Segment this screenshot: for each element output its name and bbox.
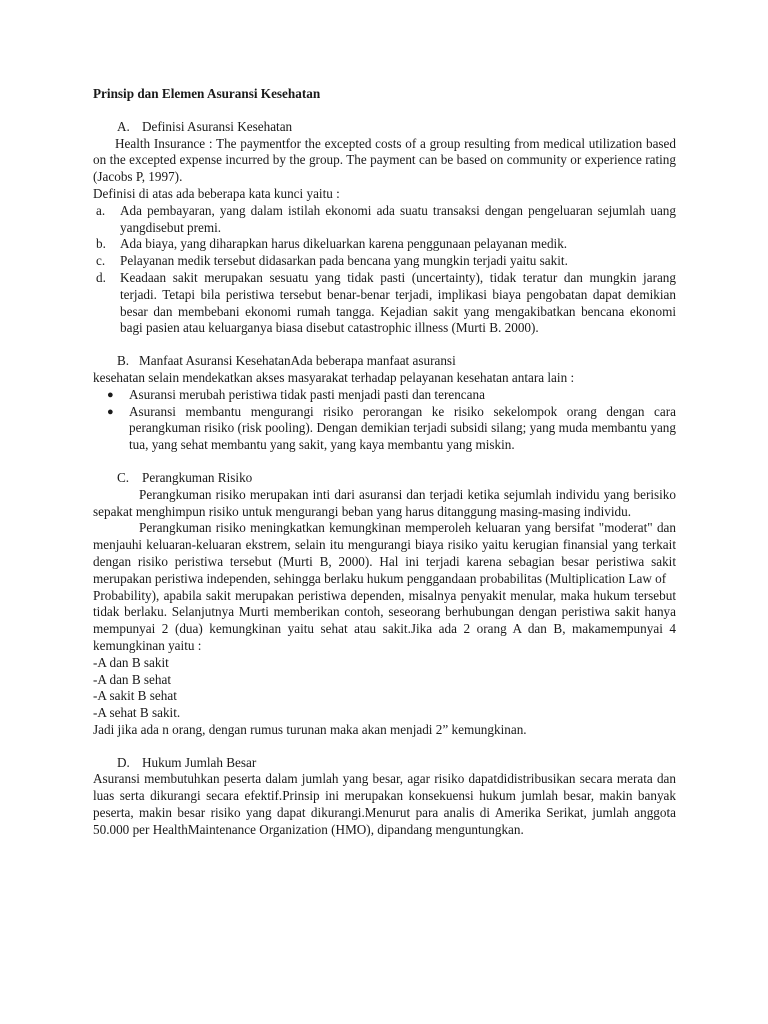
section-a-number: A. [117,118,130,134]
document-title: Prinsip dan Elemen Asuransi Kesehatan [93,86,321,101]
list-item [93,270,676,337]
section-b-bullet-list [93,387,676,454]
section-a [93,119,676,337]
section-c-title: Perangkuman Risiko [142,469,253,485]
list-text: Pelayanan medik tersebut didasarkan pada bencana yang mungkin terjadi yaitu sakit. [120,253,568,269]
bullet-text: Asuransi membantu mengurangi risiko perorangan ke risiko sekelompok orang dengan cara perangkuman risiko (risk pooling). Dengan demikian terjadi subsidi silang; yang muda membantu yang tua, yang sehat membantu yang sakit, yang kaya membantu yang miskin. [129,403,676,453]
section-c-paragraph-1: Perangkuman risiko merupakan inti dari asuransi dan terjadi ketika sejumlah individu yang berisiko sepakat menghimpun risiko untuk mengurangi beban yang harus ditanggung masing-masing individu. [93,486,676,519]
section-d-paragraph-1: Asuransi membutuhkan peserta dalam jumlah yang besar, agar risiko dapatdidistribusikan secara merata dan luas serta dikurangi secara efektif.Prinsip ini merupakan konsekuensi hukum jumlah besar, makin banyak peserta, makin besar risiko yang dapat dikurangi.Menurut para analis di Amerika Serikat, jumlah anggota 50.000 per HealthMaintenance Organization (HMO), dipandang menguntungkan. [93,771,676,837]
section-d-title: Hukum Jumlah Besar [142,754,257,770]
list-marker: c. [96,253,106,269]
list-item [93,253,676,270]
section-a-paragraph-2: Definisi di atas ada beberapa kata kunci yaitu : [93,185,340,201]
section-a-title: Definisi Asuransi Kesehatan [142,118,293,134]
section-a-list [93,203,676,337]
section-d-heading [93,755,676,772]
list-marker: d. [96,269,106,285]
section-c-number: C. [117,469,130,485]
bullet-item [93,387,676,404]
list-text: Keadaan sakit merupakan sesuatu yang tidak pasti (uncertainty), tidak teratur dan mungkin jarang terjadi. Tetapi bila peristiwa tersebut benar-benar terjadi, implikasi biaya pengobatan dapat demikian besar dan membebani ekonomi rumah tangga. Kejadian sakit yang mengakibatkan bencana ekonomi bagi pasien atau keluarganya biasa disebut catastrophic illness (Murti B. 2000). [120,269,676,336]
section-d-number: D. [117,754,130,770]
list-item [93,236,676,253]
bullet-item [93,404,676,454]
section-c-paragraph-4: Jadi jika ada n orang, dengan rumus turunan maka akan menjadi 2” kemungkinan. [93,721,527,737]
section-c-paragraph-2: Perangkuman risiko meningkatkan kemungkinan memperoleh keluaran yang bersifat "moderat" dan menjauhi keluaran-keluaran ekstrem, selain itu mengurangi biaya risiko yaitu kerugian finansial yang terkait dengan risiko peristiwa tersebut (Murti B, 2000). Hal ini terjadi karena sebagian besar peristiwa sakit merupakan peristiwa independen, sehingga berlaku hukum penggandaan probabilitas (Multiplication Law of [93,520,676,586]
section-b-heading [93,353,676,370]
section-c [93,470,676,739]
section-c-heading [93,470,676,487]
list-marker: a. [96,202,106,218]
section-b-number: B. [117,353,130,369]
list-marker: b. [96,236,106,252]
section-c-paragraph-3: Probability), apabila sakit merupakan peristiwa dependen, misalnya penyakit menular, maka hukum tersebut tidak berlaku. Selanjutnya Murti memberikan contoh, seseorang berhubungan dengan peristiwa sakit hanya mempunyai 2 (dua) kemungkinan yaitu sehat atau sakit.Jika ada 2 orang A dan B, makamempunyai 4 kemungkinan yaitu : [93,587,676,653]
list-item [93,203,676,237]
section-b [93,353,676,454]
section-c-line: -A sakit B sehat [93,688,177,704]
section-c-line: -A sehat B sakit. [93,705,181,721]
list-text: Ada pembayaran, yang dalam istilah ekonomi ada suatu transaksi dengan pengeluaran sejumlah uang yangdisebut premi. [120,202,676,235]
section-d [93,755,676,839]
bullet-icon: ● [107,388,114,401]
bullet-icon: ● [107,405,114,418]
section-a-heading [93,119,676,136]
section-b-paragraph-1: kesehatan selain mendekatkan akses masyarakat terhadap pelayanan kesehatan antara lain : [93,369,575,385]
bullet-text: Asuransi merubah peristiwa tidak pasti menjadi pasti dan terencana [129,386,485,402]
section-c-line: -A dan B sakit [93,654,169,670]
section-a-paragraph-1: Health Insurance : The paymentfor the excepted costs of a group resulting from medical utilization based on the excepted expense incurred by the group. The payment can be based on community or experience rating (Jacobs P, 1997). [93,135,676,185]
section-c-line: -A dan B sehat [93,671,172,687]
list-text: Ada biaya, yang diharapkan harus dikeluarkan karena penggunaan pelayanan medik. [120,236,568,252]
section-b-title: Manfaat Asuransi KesehatanAda beberapa manfaat asuransi [139,353,456,369]
